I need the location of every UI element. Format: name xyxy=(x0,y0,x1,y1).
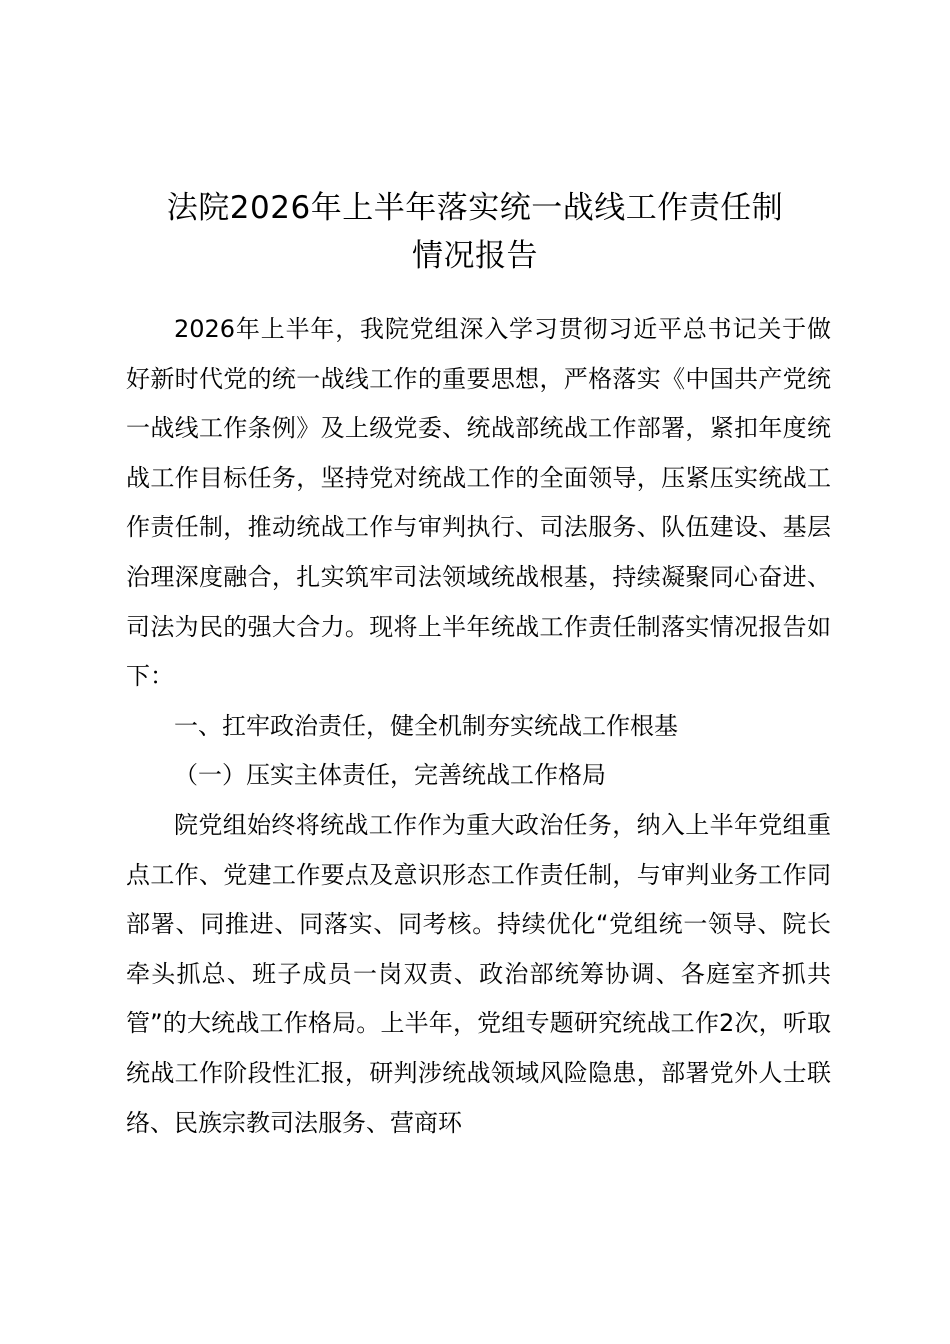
title-line-1: 法院2026年上半年落实统一战线工作责任制 xyxy=(166,190,784,226)
subsection-heading: （一）压实主体责任，完善统战工作格局 xyxy=(174,761,606,790)
document-body xyxy=(126,305,831,1148)
section-heading: 一、扛牢政治责任，健全机制夯实统战工作根基 xyxy=(174,711,678,740)
title-line-2: 情况报告 xyxy=(412,238,538,274)
document-title xyxy=(120,184,830,280)
intro-paragraph: 2026年上半年，我院党组深入学习贯彻习近平总书记关于做好新时代党的统一战线工作的重要思想，严格落实《中国共产党统一战线工作条例》及上级党委、统战部统战工作部署，紧扣年度统战工作目标任务，坚持党对统战工作的全面领导，压紧压实统战工作责任制，推动统战工作与审判执行、司法服务、队伍建设、基层治理深度融合，扎实筑牢司法领域统战根基，持续凝聚同心奋进、司法为民的强大合力。现将上半年统战工作责任制落实情况报告如下： xyxy=(126,315,831,691)
subsection-paragraph: 院党组始终将统战工作作为重大政治任务，纳入上半年党组重点工作、党建工作要点及意识形态工作责任制，与审判业务工作同部署、同推进、同落实、同考核。持续优化“党组统一领导、院长牵头抓总、班子成员一岗双责、政治部统筹协调、各庭室齐抓共管”的大统战工作格局。上半年，党组专题研究统战工作2次，听取统战工作阶段性汇报，研判涉统战领域风险隐患，部署党外人士联络、民族宗教司法服务、营商环 xyxy=(126,810,831,1137)
